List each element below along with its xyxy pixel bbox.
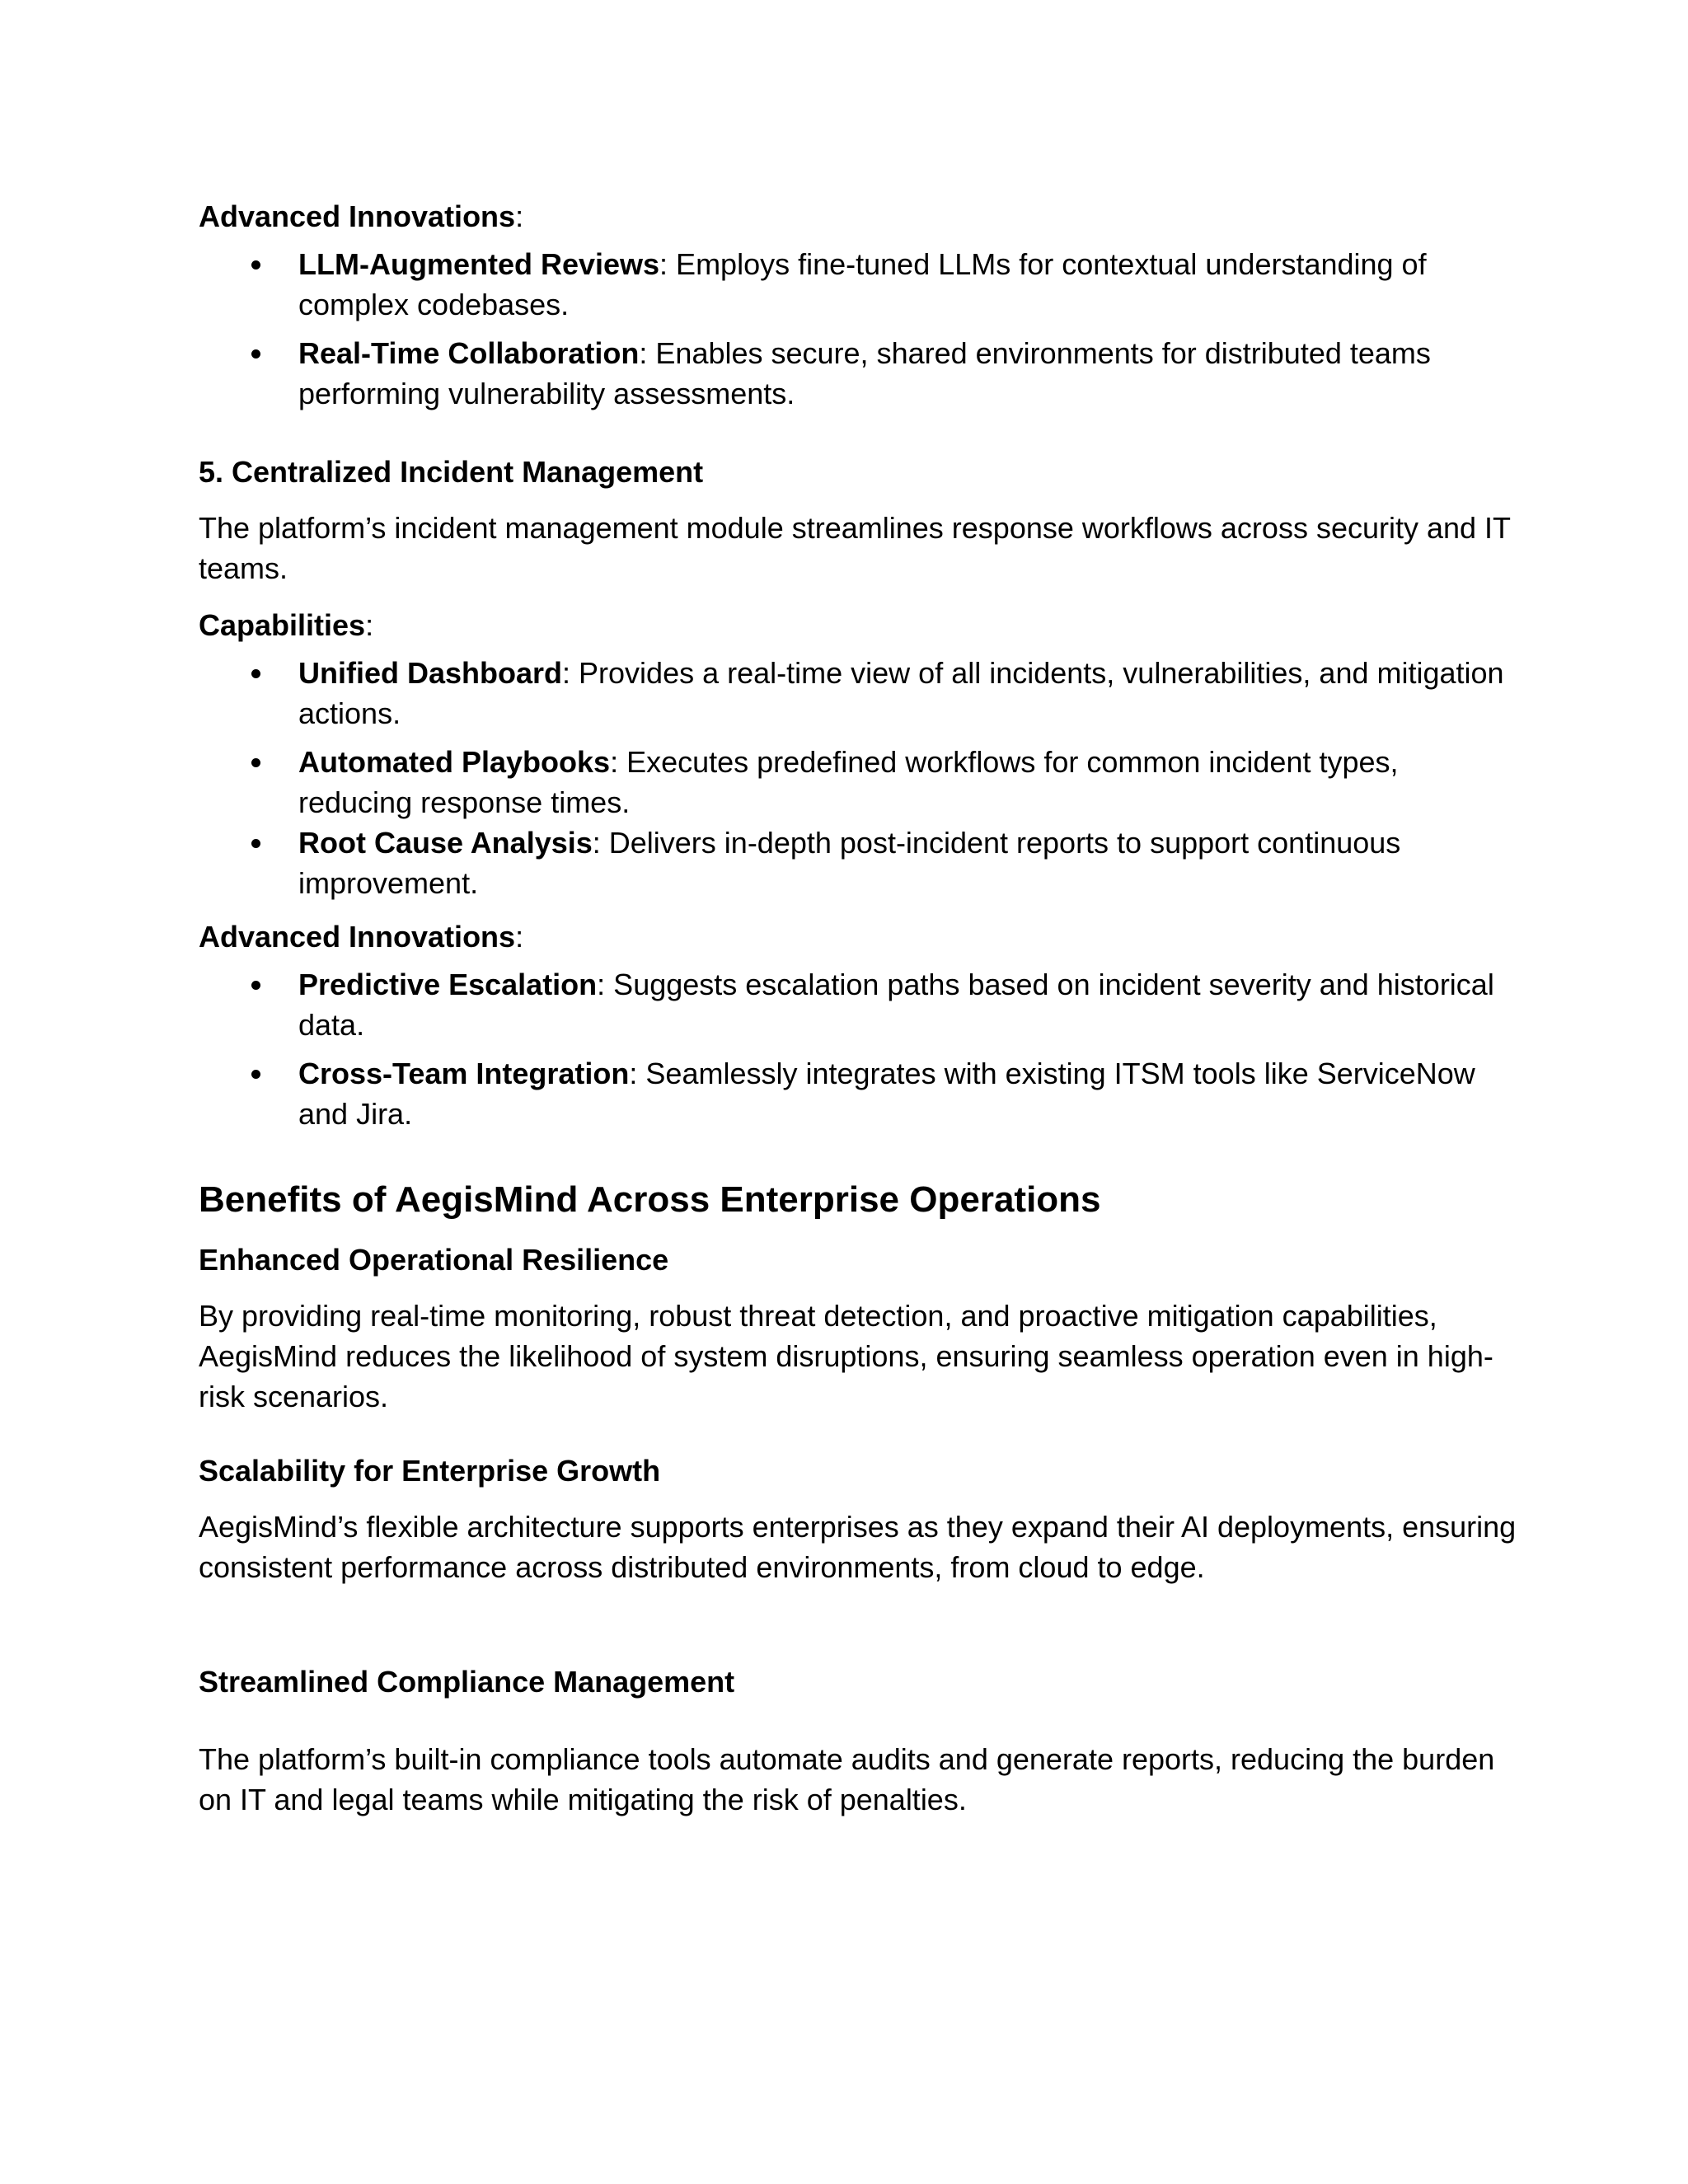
resilience-paragraph: By providing real-time monitoring, robust threat detection, and proactive mitigation capabilities, AegisMind reduces the likelihood of system disruptions, ensuring seamless operation even in high-risk scenarios. [199,1299,1493,1413]
bullet-icon [251,758,260,767]
benefits-heading: Benefits of AegisMind Across Enterprise Operations [199,1179,1101,1220]
advanced-innovations-label-2: Advanced Innovations: [199,920,524,954]
advanced-innovations-list-2 [199,964,1517,1134]
scalability-heading: Scalability for Enterprise Growth [199,1454,661,1488]
advanced-innovations-label: Advanced Innovations: [199,199,524,233]
list-item: LLM-Augmented Reviews: Employs fine-tuned LLMs for contextual understanding of complex codebases. [199,244,1517,325]
bullet-icon [251,349,260,359]
bullet-icon [251,260,260,269]
resilience-heading: Enhanced Operational Resilience [199,1243,669,1277]
list-item: Root Cause Analysis: Delivers in-depth post-incident reports to support continuous improvement. [199,823,1517,903]
list-item: Automated Playbooks: Executes predefined workflows for common incident types, reducing response times. [199,742,1517,823]
list-item: Predictive Escalation: Suggests escalation paths based on incident severity and historical data. [199,964,1517,1045]
section-heading-incident-management: 5. Centralized Incident Management [199,455,704,489]
capabilities-label: Capabilities: [199,608,374,642]
compliance-paragraph: The platform’s built-in compliance tools automate audits and generate reports, reducing the burden on IT and legal teams while mitigating the risk of penalties. [199,1742,1495,1816]
bullet-icon [251,981,260,990]
scalability-paragraph: AegisMind’s flexible architecture supports enterprises as they expand their AI deployments, ensuring consistent performance across distributed environments, from cloud to edge. [199,1510,1517,1584]
list-item: Cross-Team Integration: Seamlessly integrates with existing ITSM tools like ServiceNow and Jira. [199,1053,1517,1134]
list-item: Real-Time Collaboration: Enables secure, shared environments for distributed teams performing vulnerability assessments. [199,333,1517,414]
section-intro-paragraph: The platform’s incident management module streamlines response workflows across security and IT teams. [199,511,1511,585]
bullet-icon [251,1070,260,1079]
bullet-icon [251,839,260,848]
advanced-innovations-list [199,244,1517,414]
capabilities-list [199,653,1517,903]
compliance-heading: Streamlined Compliance Management [199,1665,735,1699]
bullet-icon [251,669,260,678]
list-item: Unified Dashboard: Provides a real-time view of all incidents, vulnerabilities, and mitigation actions. [199,653,1517,733]
